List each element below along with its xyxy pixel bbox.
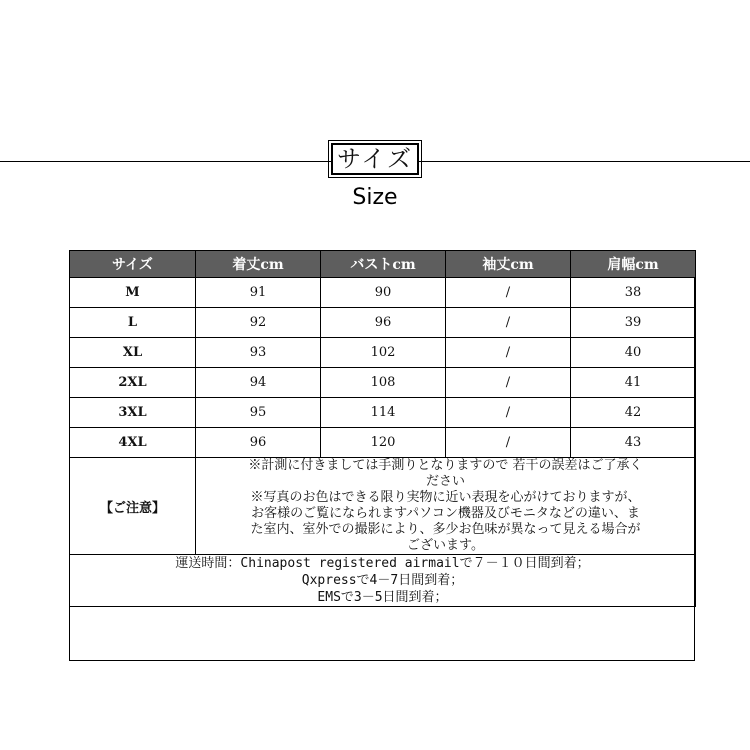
note-line: た室内、室外での撮影により、多少お色味が異なって見える場合が	[250, 522, 641, 537]
sleeve-cell: /	[446, 398, 571, 428]
sleeve-cell: /	[446, 308, 571, 338]
bust-cell: 90	[321, 278, 446, 308]
table-row	[70, 398, 696, 428]
length-cell: 91	[196, 278, 321, 308]
shipping-line: 運送時間：Chinapost registered airmailで７－１０日間到着；	[175, 556, 590, 571]
bust-cell: 96	[321, 308, 446, 338]
size-cell: L	[70, 308, 196, 338]
shoulder-cell: 40	[571, 338, 696, 368]
sleeve-cell: /	[446, 338, 571, 368]
sleeve-cell: /	[446, 368, 571, 398]
length-cell: 94	[196, 368, 321, 398]
bust-cell: 114	[321, 398, 446, 428]
table-header-row	[70, 251, 696, 278]
table-row	[70, 338, 696, 368]
note-label: 【ご注意】	[70, 458, 196, 555]
size-chart-table	[69, 250, 696, 607]
sleeve-cell: /	[446, 278, 571, 308]
size-cell: 4XL	[70, 428, 196, 458]
sleeve-cell: /	[446, 428, 571, 458]
length-cell: 96	[196, 428, 321, 458]
shipping-row	[70, 555, 696, 607]
note-line: お客様のご覧になられますパソコン機器及びモニタなどの違い、ま	[251, 506, 640, 521]
header-size: サイズ	[70, 251, 196, 278]
table-row	[70, 428, 696, 458]
size-cell: XL	[70, 338, 196, 368]
table-row	[70, 308, 696, 338]
table-row	[70, 278, 696, 308]
note-line: ※計測に付きましては手測りとなりますので 若干の誤差はご了承く	[248, 458, 643, 473]
bust-cell: 120	[321, 428, 446, 458]
shoulder-cell: 38	[571, 278, 696, 308]
header-sleeve: 袖丈cm	[446, 251, 571, 278]
note-line: ださい	[425, 474, 465, 489]
page-title: サイズ	[331, 143, 419, 175]
table-row	[70, 368, 696, 398]
shipping-line: EMSで3－5日間到着；	[317, 590, 448, 605]
size-cell: 3XL	[70, 398, 196, 428]
divider-right	[419, 161, 750, 162]
note-text	[196, 458, 696, 555]
bust-cell: 102	[321, 338, 446, 368]
length-cell: 95	[196, 398, 321, 428]
length-cell: 93	[196, 338, 321, 368]
shipping-line: Qxpressで4－7日間到着；	[301, 573, 464, 588]
note-row	[70, 458, 696, 555]
shoulder-cell: 43	[571, 428, 696, 458]
length-cell: 92	[196, 308, 321, 338]
shoulder-cell: 39	[571, 308, 696, 338]
header-length: 着丈cm	[196, 251, 321, 278]
page-subtitle: Size	[352, 185, 398, 210]
shoulder-cell: 41	[571, 368, 696, 398]
bust-cell: 108	[321, 368, 446, 398]
header-bust: バストcm	[321, 251, 446, 278]
note-line: ※写真のお色はできる限り実物に近い表現を心がけておりますが、	[250, 490, 641, 505]
shipping-info	[70, 555, 696, 607]
note-line: ございます。	[407, 538, 484, 553]
size-cell: M	[70, 278, 196, 308]
shoulder-cell: 42	[571, 398, 696, 428]
size-cell: 2XL	[70, 368, 196, 398]
divider-left	[0, 161, 331, 162]
header-shoulder: 肩幅cm	[571, 251, 696, 278]
